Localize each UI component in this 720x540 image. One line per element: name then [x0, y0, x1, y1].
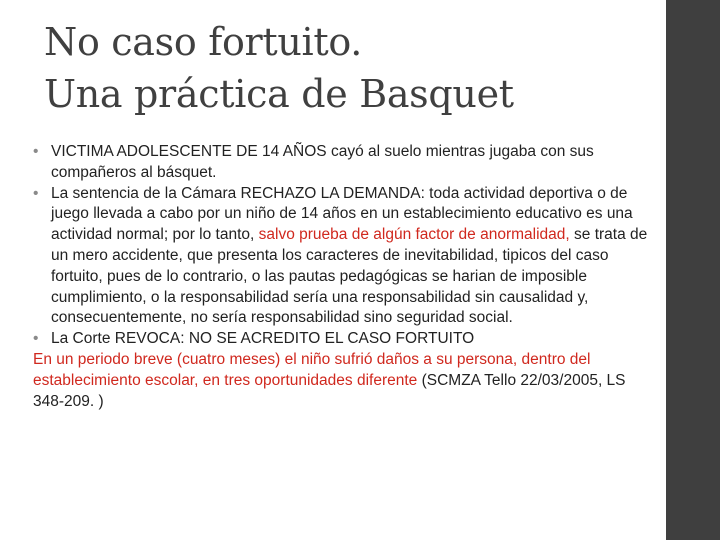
- bullet-text-2b: se trata de un mero accidente, que presenta los caracteres de inevitabilidad, tipicos del caso fortuito, pues de lo contrario, o las pautas pedagógicas se harian de imposible cumplimiento, o la responsabilidad sería una responsabilidad sin causalidad y, consecuentemente, no sería responsabilidad sino seguridad social.: [51, 226, 648, 327]
- side-band: [666, 0, 720, 540]
- title-line-1: No caso fortuito.: [44, 20, 363, 64]
- bullet-dot: •: [33, 330, 39, 348]
- bullet-item-3: [33, 329, 659, 350]
- closing-text-citation: (SCMZA Tello 22/03/2005, LS 348-209. ): [33, 371, 626, 410]
- title-line-2: Una práctica de Basquet: [44, 72, 514, 116]
- bullet-item-1: [33, 142, 659, 184]
- bullet-text-3: La Corte REVOCA: NO SE ACREDITO EL CASO FORTUITO: [51, 330, 475, 348]
- bullet-text-2-highlight: salvo prueba de algún factor de anormalidad,: [254, 226, 570, 244]
- slide-body: [33, 142, 659, 412]
- closing-text-highlight: En un periodo breve (cuatro meses) el niño sufrió daños a su persona, dentro del establecimiento escolar, en tres oportunidades diferente: [33, 350, 591, 389]
- closing-paragraph: [33, 350, 659, 412]
- slide-title: [44, 16, 644, 120]
- bullet-item-2: [33, 184, 659, 330]
- bullet-text-2a: La sentencia de la Cámara RECHAZO LA DEMANDA: toda actividad deportiva o de juego llevada a cabo por un niño de 14 años en un establecimiento educativo es una actividad normal; por lo tanto,: [51, 184, 633, 244]
- bullet-dot: •: [33, 184, 39, 202]
- bullet-text-1: VICTIMA ADOLESCENTE DE 14 AÑOS cayó al suelo mientras jugaba con sus compañeros al básquet.: [51, 143, 594, 181]
- bullet-dot: •: [33, 143, 39, 160]
